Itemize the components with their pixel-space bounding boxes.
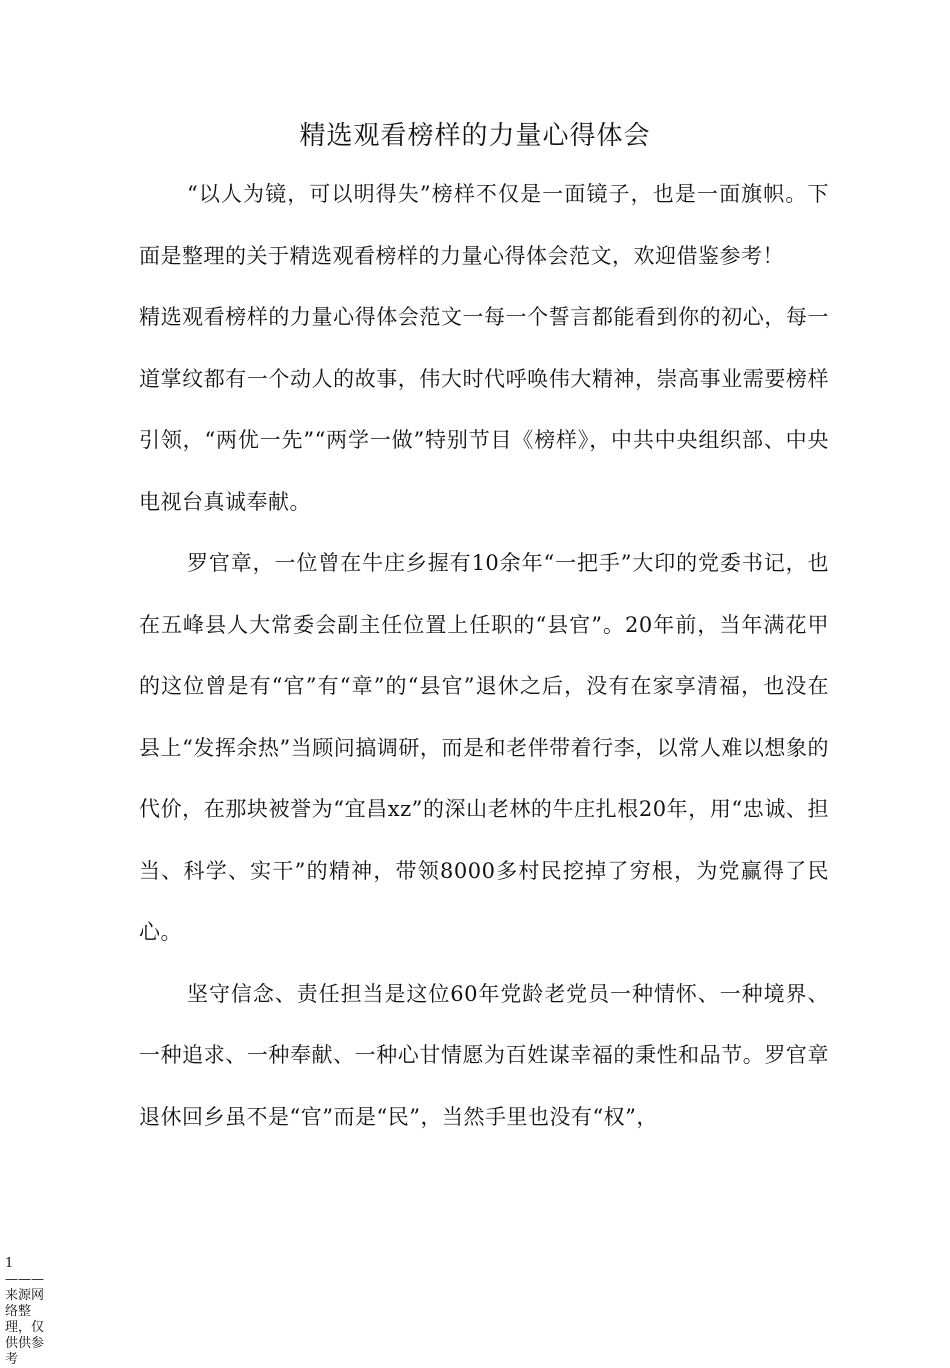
- paragraph-intro: “以人为镜，可以明得失”榜样不仅是一面镜子，也是一面旗帜。下面是整理的关于精选观看榜样的力量心得体会范文，欢迎借鉴参考！: [139, 182, 829, 268]
- document-title: 精选观看榜样的力量心得体会: [299, 121, 651, 151]
- footer-note: 1———来源网络整理，仅供供参考: [5, 1256, 45, 1367]
- paragraph-conviction: 坚守信念、责任担当是这位60年党龄老党员一种情怀、一种境界、一种追求、一种奉献、一种心甘情愿为百姓谋幸福的秉性和品节。罗官章退休回乡虽不是“官”而是“民”，当然手里也没有“权”，: [139, 981, 829, 1129]
- document-body: [139, 164, 829, 1148]
- paragraph-luo-guanzhang: 罗官章，一位曾在牛庄乡握有10余年“一把手”大印的党委书记，也在五峰县人大常委会副主任位置上任职的“县官”。20年前，当年满花甲的这位曾是有“官”有“章”的“县官”退休之后，没有在家享清福，也没在县上“发挥余热”当顾问搞调研，而是和老伴带着行李，以常人难以想象的代价，在那块被誉为“宜昌xz”的深山老林的牛庄扎根20年，用“忠诚、担当、科学、实干”的精神，带领8000多村民挖掉了穷根，为党赢得了民心。: [139, 551, 829, 944]
- paragraph-essay-heading: 精选观看榜样的力量心得体会范文一每一个誓言都能看到你的初心，每一道掌纹都有一个动人的故事，伟大时代呼唤伟大精神，崇高事业需要榜样引领，“两优一先”“两学一做”特别节目《榜样》，中共中央组织部、中央电视台真诚奉献。: [139, 305, 829, 514]
